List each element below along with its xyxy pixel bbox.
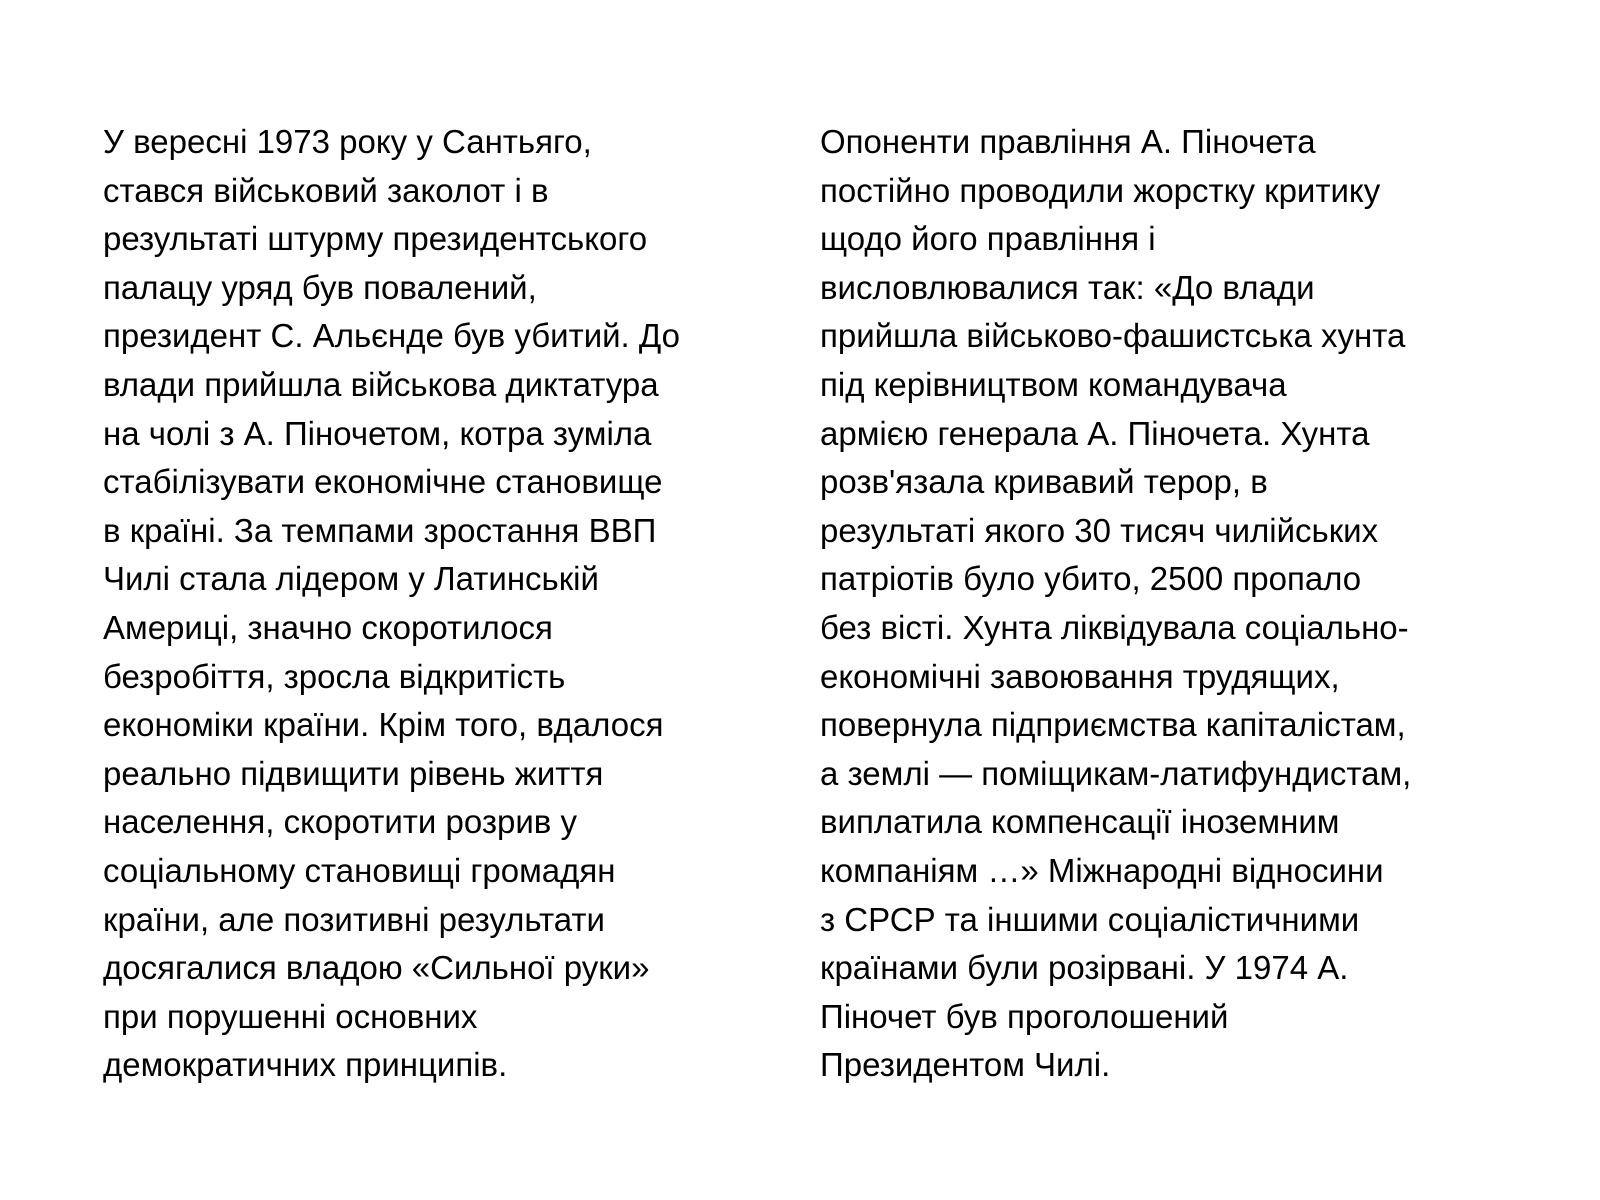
left-text-column: У вересні 1973 року у Сантьяго, стався військовий заколот і в результаті штурму президентського палацу уряд був повалений, президент С. Альєнде був убитий. До влади прийшла військова диктатура на чолі з А. Піночетом, котра зуміла стабілізувати економічне становище в країні. За темпами зростання ВВП Чилі стала лідером у Латинській Америці, значно скоротилося безробіття, зросла відкритість економіки країни. Крім того, вдалося реально підвищити рівень життя населення, скоротити розрив у соціальному становищі громадян країни, але позитивні результати досягалися владою «Сильної руки» при порушенні основних демократичних принципів. (103, 123, 680, 1084)
right-text-column: Опоненти правління А. Піночета постійно проводили жорстку критику щодо його правління і висловлювалися так: «До влади прийшла військово-фашистська хунта під керівництвом командувача армією генерала А. Піночета. Хунта розв'язала кривавий терор, в результаті якого 30 тисяч чилійських патріотів було убито, 2500 пропало без вісті. Хунта ліквідувала соціально- економічні завоювання трудящих, повернула підприємства капіталістам, а землі — поміщикам-латифундистам, виплатила компенсації іноземним компаніям …» Міжнародні відносини з СРСР та іншими соціалістичними країнами були розірвані. У 1974 А. Піночет був проголошений Президентом Чилі. (820, 123, 1412, 1084)
